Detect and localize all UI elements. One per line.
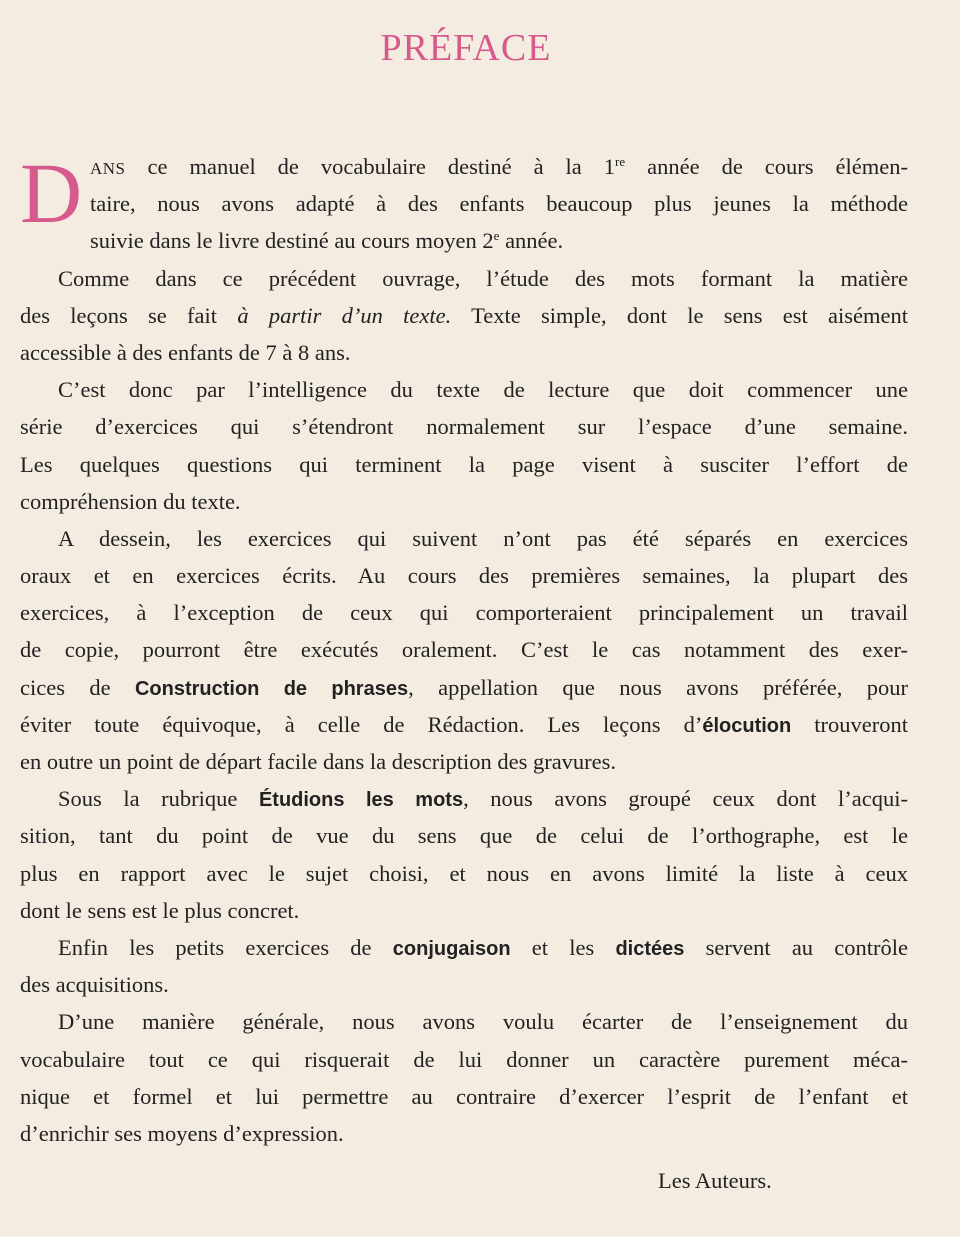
bold-term: élocution [702, 714, 792, 737]
text-line: en outre un point de départ facile dans la description des gravures. [20, 749, 617, 774]
text-run: suivie dans le livre destiné au cours moyen 2 [90, 228, 494, 254]
text-line: des acquisitions. [20, 972, 169, 998]
text-run: année de cours élémen- [625, 154, 908, 179]
text-line: D’une manière générale, nous avons voulu écarter de l’enseignement du [58, 1009, 908, 1035]
text-line [20, 222, 908, 259]
text-line: dont le sens est le plus concret. [20, 897, 300, 923]
text-line: vocabulaire tout ce qui risquerait de lui donner un caractère purement méca- [20, 1046, 908, 1072]
text-line: exercices, à l’exception de ceux qui comporteraient principalement un travail [20, 600, 908, 626]
text-run: des leçons se fait [20, 302, 238, 328]
small-caps-word: ANS [90, 159, 126, 178]
text-line: nique et formel et lui permettre au contraire d’exercer l’esprit de l’enfant et [20, 1083, 908, 1109]
text-line: C’est donc par l’intelligence du texte de lecture que doit commencer une [58, 377, 908, 403]
text-run: , nous avons groupé ceux dont l’acqui- [463, 786, 908, 812]
text-line: Les quelques questions qui terminent la page visent à susciter l’effort de [20, 451, 908, 477]
text-line [20, 669, 908, 706]
text-line [20, 297, 908, 334]
italic-text: à partir d’un texte. [237, 302, 452, 328]
superscript: re [615, 154, 626, 169]
bold-term: conjugaison [392, 937, 511, 960]
text-run: Sous la rubrique [58, 786, 259, 812]
text-run: trouveront [791, 711, 908, 737]
bold-term: Étudions les mots [258, 789, 464, 812]
text-line: A dessein, les exercices qui suivent n’ont pas été séparés en exercices [58, 525, 908, 551]
text-line: accessible à des enfants de 7 à 8 ans. [20, 339, 351, 365]
bold-term: Construction de phrases [134, 677, 409, 700]
drop-cap: D [20, 145, 83, 241]
text-line: d’enrichir ses moyens d’expression. [20, 1120, 344, 1146]
text-run: cices de [20, 674, 135, 700]
text-run: , appellation que nous avons préférée, pour [408, 674, 908, 700]
text-line [20, 780, 908, 817]
bold-term: dictées [615, 937, 685, 960]
text-run: Enfin les petits exercices de [58, 934, 393, 960]
text-line [20, 929, 908, 966]
text-line: plus en rapport avec le sujet choisi, et nous en avons limité la liste à ceux [20, 860, 908, 886]
text-line: de copie, pourront être exécutés oralement. C’est le cas notamment des exer- [20, 637, 908, 663]
page-title: PRÉFACE [380, 27, 552, 69]
text-line: compréhension du texte. [20, 488, 241, 514]
text-run: éviter toute équivoque, à celle de Rédaction. Les leçons d’ [20, 711, 703, 737]
text-line: sition, tant du point de vue du sens que de celui de l’orthographe, est le [20, 823, 908, 849]
text-run: ce manuel de vocabulaire destiné à la [125, 154, 604, 179]
superscript: e [493, 228, 500, 244]
signature: Les Auteurs. [658, 1168, 772, 1193]
text-line [20, 148, 908, 185]
text-line: Comme dans ce précédent ouvrage, l’étude des mots formant la matière [58, 265, 908, 291]
text-run: année. [499, 228, 564, 254]
text-line: série d’exercices qui s’étendront normalement sur l’espace d’une semaine. [20, 414, 908, 440]
preface-text [20, 145, 908, 1152]
text-run: servent au contrôle [684, 934, 908, 960]
text-line: taire, nous avons adapté à des enfants beaucoup plus jeunes la méthode [90, 191, 908, 217]
text-run: et les [510, 934, 616, 960]
text-line [20, 706, 908, 743]
text-run: Texte simple, dont le sens est aisément [451, 302, 908, 328]
text-run: 1 [603, 154, 616, 179]
text-line: oraux et en exercices écrits. Au cours des premières semaines, la plupart des [20, 563, 908, 589]
